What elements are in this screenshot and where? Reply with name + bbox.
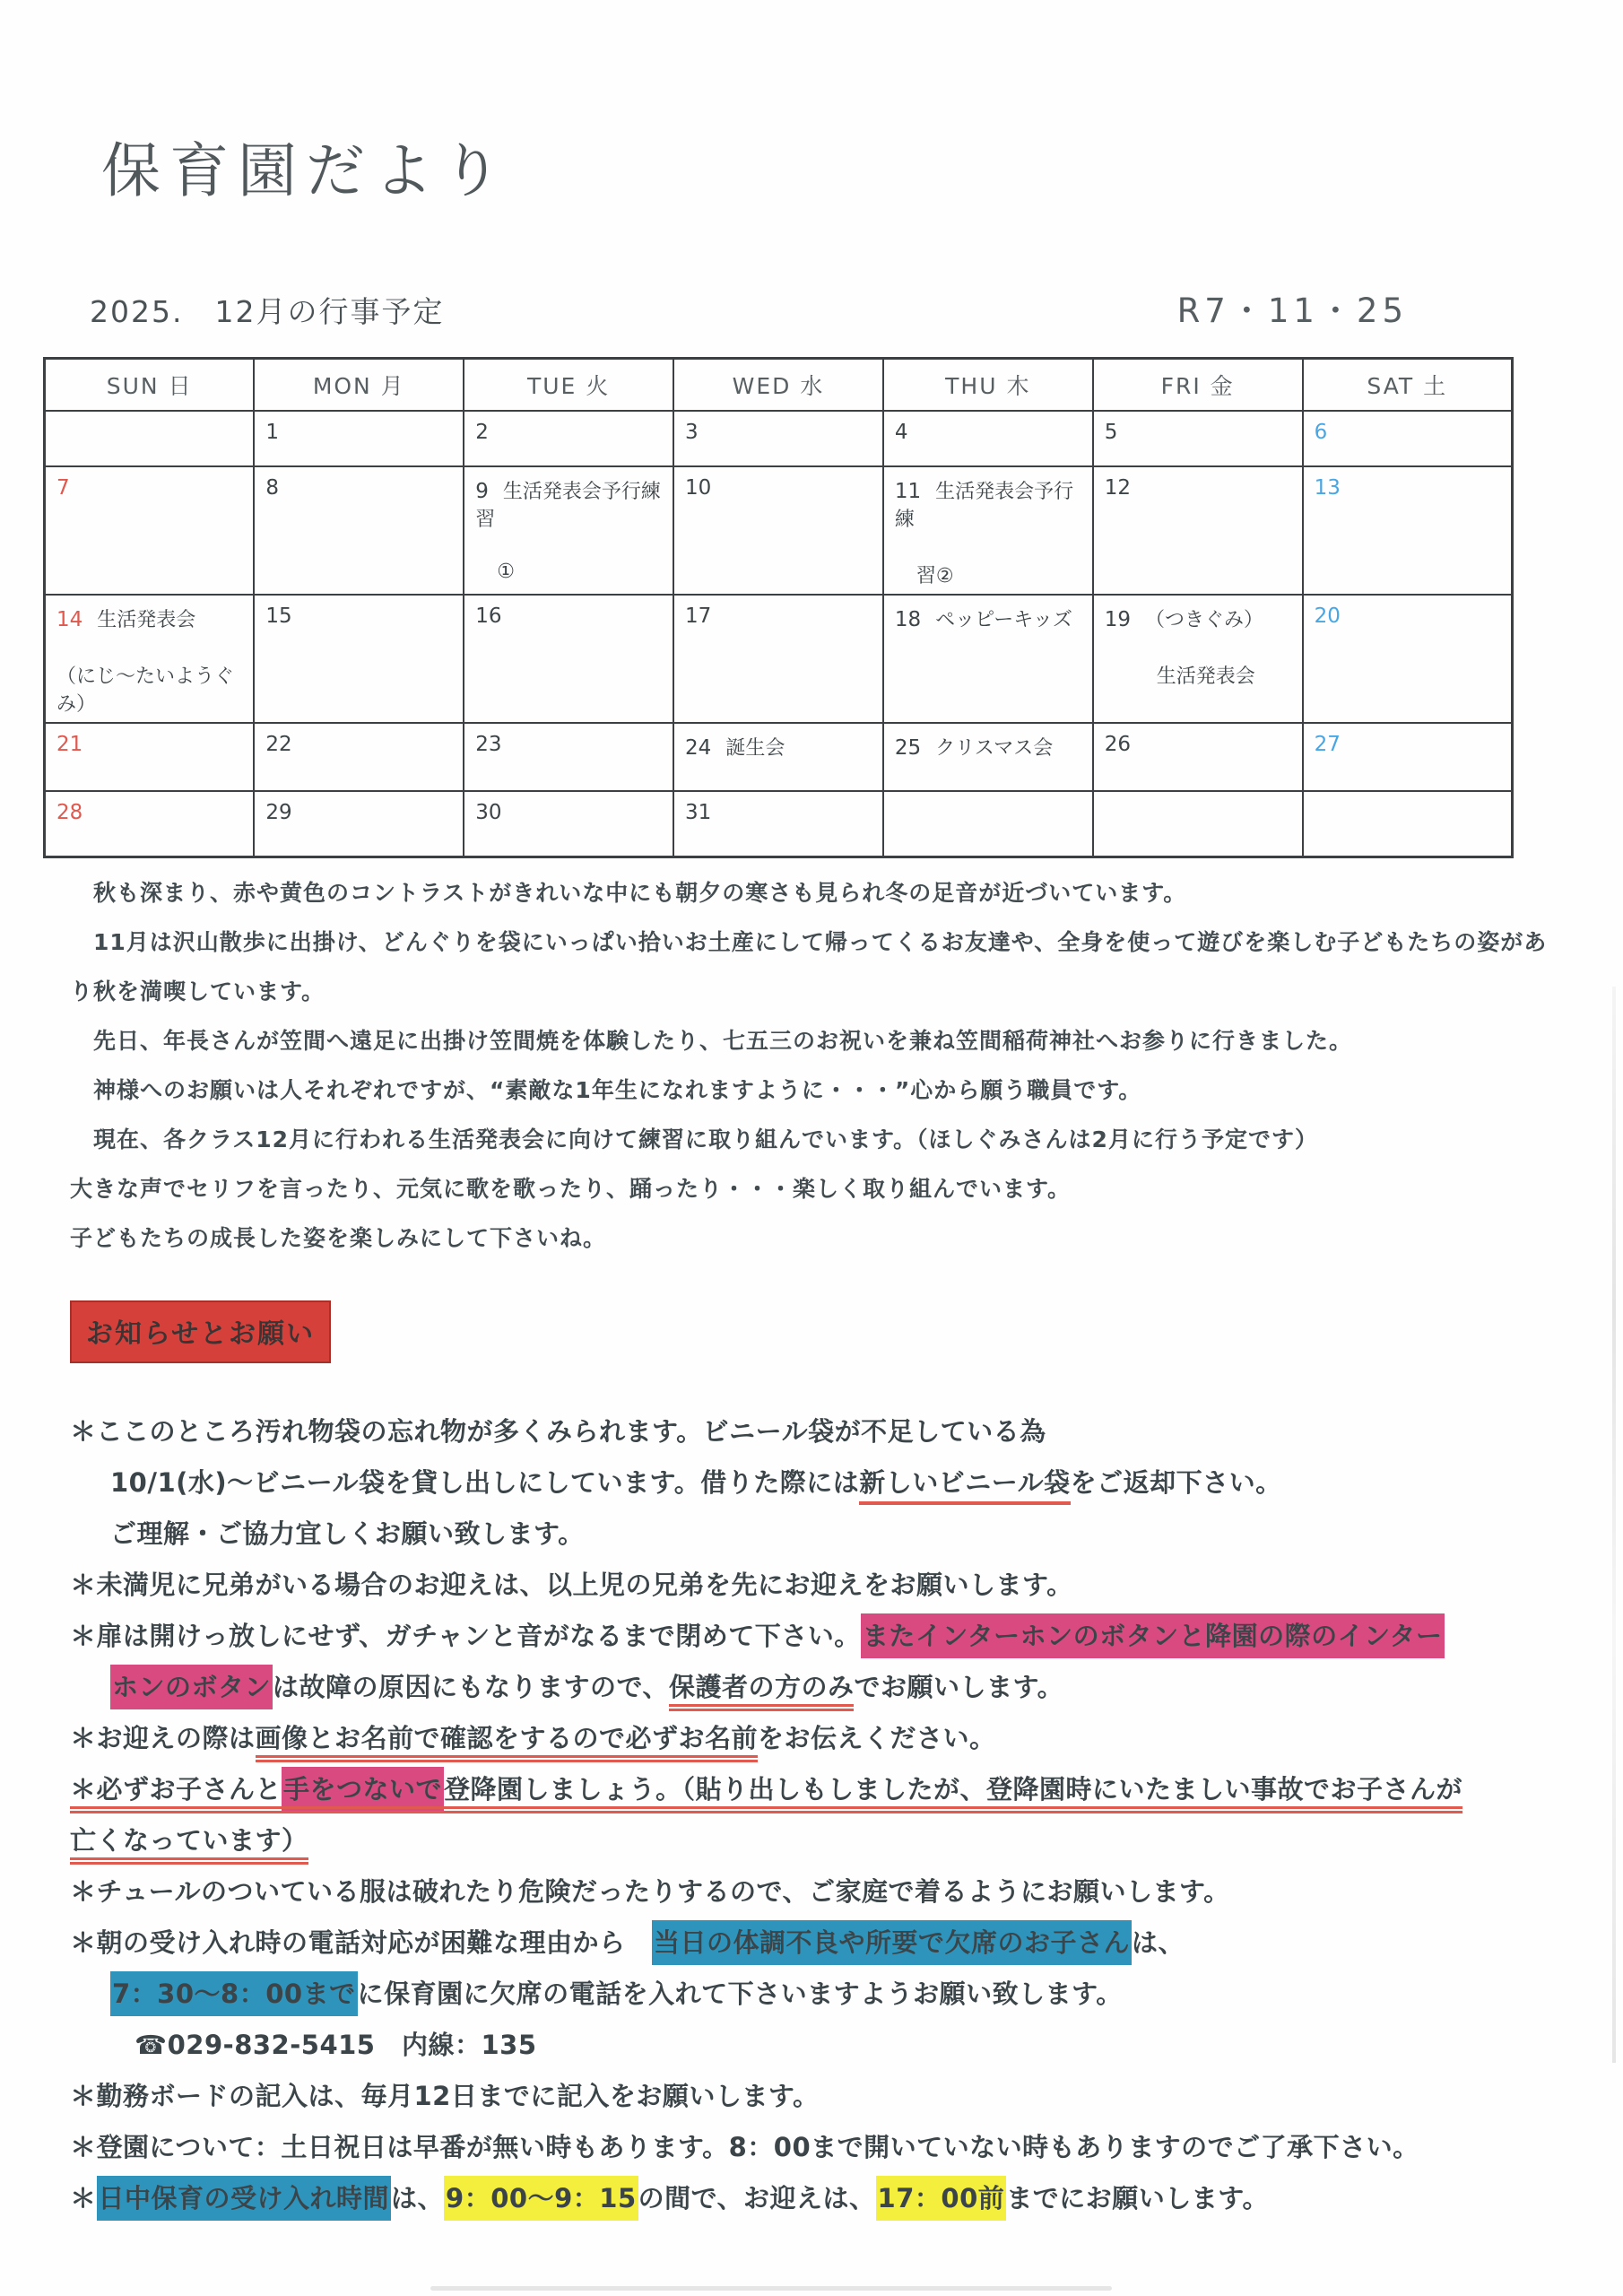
calendar-day-cell <box>45 466 255 595</box>
calendar-body <box>45 411 1513 857</box>
calendar-week-row <box>45 411 1513 466</box>
calendar-day-cell <box>1303 723 1513 791</box>
notice-segment: ご理解・ご協力宜しくお願い致します。 <box>110 1518 585 1549</box>
notice-segment: は故障の原因にもなりますので、 <box>273 1672 669 1702</box>
notice-segment: をお伝えください。 <box>758 1723 996 1753</box>
notice-line <box>70 1713 1599 1764</box>
day-number: 25 <box>894 735 922 760</box>
calendar-day-cell <box>883 466 1093 595</box>
calendar-weekday-header: FRI 金 <box>1093 359 1303 411</box>
notice-line <box>70 1918 1599 1969</box>
calendar-day-cell <box>883 595 1093 723</box>
schedule-heading: 2025. 12月の行事予定 <box>90 294 445 329</box>
calendar-day-cell <box>673 466 883 595</box>
day-number: 23 <box>475 732 502 756</box>
day-number: 19 <box>1104 607 1131 631</box>
calendar-event-label: 習② <box>916 564 954 587</box>
calendar-day-cell <box>464 723 673 791</box>
notice-segment: は、 <box>1132 1927 1185 1958</box>
calendar-day-cell <box>1093 411 1303 466</box>
scan-shadow-artifact <box>430 2286 1112 2291</box>
day-number: 2 <box>475 420 489 444</box>
calendar-day-cell <box>673 595 883 723</box>
day-number: 17 <box>685 604 712 628</box>
calendar-week-row <box>45 466 1513 595</box>
calendar-event-label: 生活発表会予行練習 <box>475 480 661 531</box>
calendar-day-cell <box>673 723 883 791</box>
day-number: 18 <box>894 607 922 631</box>
calendar-event-label: ① <box>497 560 515 583</box>
calendar-day-cell <box>254 791 464 857</box>
notice-segment: 10/1(水)～ビニール袋を貸し出しにしています。借りた際には <box>110 1467 860 1498</box>
calendar-day-cell <box>1093 466 1303 595</box>
calendar-day-cell <box>464 791 673 857</box>
day-number: 24 <box>685 735 712 760</box>
notice-line <box>70 1560 1599 1611</box>
notice-segment: ＊登園について：土日祝日は早番が無い時もあります。8：00まで開いていない時もありますのでご了承下さい。 <box>70 2132 1419 2162</box>
notice-segment: ＊お迎えの際は <box>70 1723 256 1753</box>
notice-segment: ＊チュールのついている服は破れたり危険だったりするので、ご家庭で着るようにお願いします。 <box>70 1876 1230 1907</box>
day-number: 14 <box>56 607 83 631</box>
notice-segment: をご返却下さい。 <box>1070 1467 1282 1498</box>
calendar-day-cell <box>254 411 464 466</box>
notice-segment-emphasized: ＊必ずお子さんと <box>70 1774 282 1813</box>
day-number: 7 <box>56 475 70 500</box>
calendar-weekday-header: WED 水 <box>673 359 883 411</box>
calendar-day-cell <box>464 411 673 466</box>
day-number: 26 <box>1104 732 1131 756</box>
calendar-day-cell <box>883 791 1093 857</box>
notice-segment: までにお願いします。 <box>1006 2183 1269 2213</box>
notice-segment-emphasized: 17：00前 <box>876 2176 1007 2221</box>
calendar-week-row <box>45 723 1513 791</box>
day-number: 15 <box>265 604 292 628</box>
calendar-weekday-header: SUN 日 <box>45 359 255 411</box>
notice-line <box>70 2020 1599 2071</box>
notice-line <box>70 1764 1599 1815</box>
day-number: 1 <box>265 420 279 444</box>
day-number: 12 <box>1104 475 1131 500</box>
notice-line <box>70 2122 1599 2173</box>
day-number: 29 <box>265 800 292 824</box>
notice-segment-emphasized: 手をつないで <box>282 1767 444 1813</box>
notice-line <box>70 1509 1599 1560</box>
calendar-weekday-header: THU 木 <box>883 359 1093 411</box>
day-number: 9 <box>475 479 489 503</box>
notice-segment-emphasized: またインターホンのボタンと降園の際のインター <box>861 1613 1445 1658</box>
day-number: 6 <box>1314 420 1328 444</box>
day-number: 21 <box>56 732 83 756</box>
notice-segment-emphasized: 9：00～9：15 <box>444 2176 638 2221</box>
notice-segment-emphasized: 亡くなっています） <box>70 1825 308 1865</box>
calendar-event-label: 生活発表会 <box>97 608 196 631</box>
notice-segment: ＊勤務ボードの記入は、毎月12日までに記入をお願いします。 <box>70 2081 820 2111</box>
calendar-table <box>43 357 1514 858</box>
notice-segment: ＊ <box>70 2183 97 2213</box>
calendar-event-label: 生活発表会 <box>1156 665 1255 688</box>
calendar-day-cell <box>45 411 255 466</box>
day-number: 4 <box>894 420 908 444</box>
calendar-event-label: 生活発表会予行練 <box>894 480 1074 531</box>
intro-paragraph: 現在、各クラス12月に行われる生活発表会に向けて練習に取り組んでいます。（ほしぐみさんは2月に行う予定です） <box>70 1126 1318 1152</box>
calendar-header-row <box>45 359 1513 411</box>
day-number: 28 <box>56 800 83 824</box>
calendar-weekday-header: SAT 土 <box>1303 359 1513 411</box>
day-number: 13 <box>1314 475 1341 500</box>
intro-section <box>70 868 1554 1263</box>
calendar-day-cell <box>1303 466 1513 595</box>
day-number: 10 <box>685 475 712 500</box>
calendar-day-cell <box>1093 723 1303 791</box>
notice-line <box>70 1866 1599 1918</box>
day-number: 11 <box>894 479 922 503</box>
calendar-event-label: （つきぐみ） <box>1145 608 1264 631</box>
calendar-day-cell <box>1093 791 1303 857</box>
calendar-day-cell <box>673 411 883 466</box>
day-number: 30 <box>475 800 502 824</box>
calendar-weekday-header: MON 月 <box>254 359 464 411</box>
intro-paragraph: 11月は沢山散歩に出掛け、どんぐりを袋にいっぱい拾いお土産にして帰ってくるお友達や、全身を使って遊びを楽しむ子どもたちの姿があり秋を満喫しています。 <box>70 929 1548 1004</box>
calendar-day-cell <box>1093 595 1303 723</box>
calendar-day-cell <box>45 723 255 791</box>
calendar-day-cell <box>254 466 464 595</box>
subheader-row <box>90 283 1408 332</box>
day-number: 5 <box>1104 420 1118 444</box>
notice-segment: に保育園に欠席の電話を入れて下さいますようお願い致します。 <box>357 1979 1123 2009</box>
notice-segment-emphasized: 新しいビニール袋 <box>859 1467 1070 1505</box>
calendar-event-label: （にじ～たいようぐみ） <box>56 665 235 716</box>
notice-line <box>70 1457 1599 1509</box>
notice-segment-emphasized: 画像とお名前で確認をするので必ずお名前 <box>256 1723 759 1762</box>
intro-paragraph: 子どもたちの成長した姿を楽しみにして下さいね。 <box>70 1225 607 1251</box>
calendar-event-label: 誕生会 <box>725 736 785 760</box>
notice-line <box>70 1611 1599 1662</box>
notice-segment-emphasized: 日中保育の受け入れ時間 <box>97 2176 392 2221</box>
calendar-day-cell <box>45 595 255 723</box>
day-number: 20 <box>1314 604 1341 628</box>
intro-paragraph: 神様へのお願いは人それぞれですが、“素敵な1年生になれますように・・・”心から願う職員です。 <box>70 1077 1142 1103</box>
issue-date: R7・11・25 <box>1176 291 1408 330</box>
page-title: 保育園だより <box>101 136 510 205</box>
calendar-week-row <box>45 595 1513 723</box>
calendar-day-cell <box>254 595 464 723</box>
notice-segment: は、 <box>391 2183 445 2213</box>
calendar-day-cell <box>1303 791 1513 857</box>
notice-line <box>70 1406 1599 1457</box>
day-number: 27 <box>1314 732 1341 756</box>
calendar-event-label: クリスマス会 <box>935 736 1054 760</box>
notice-segment: ☎029-832-5415 内線：135 <box>135 2030 537 2060</box>
notice-list <box>70 1406 1599 2224</box>
intro-paragraph: 秋も深まり、赤や黄色のコントラストがきれいな中にも朝夕の寒さも見られ冬の足音が近づいています。 <box>70 880 1187 906</box>
notice-line <box>70 2173 1599 2224</box>
day-number: 31 <box>685 800 712 824</box>
notice-segment-emphasized: 登降園しましょう。（貼り出しもしましたが、登降園時にいたましい事故でお子さんが <box>444 1774 1462 1813</box>
notice-segment: ＊扉は開けっ放しにせず、ガチャンと音がなるまで閉めて下さい。 <box>70 1621 861 1651</box>
calendar-event-label: ペッピーキッズ <box>935 608 1072 631</box>
calendar-day-cell <box>464 595 673 723</box>
intro-paragraph: 大きな声でセリフを言ったり、元気に歌を歌ったり、踊ったり・・・楽しく取り組んでいます。 <box>70 1176 1072 1202</box>
notice-segment-emphasized: 保護者の方のみ <box>669 1672 855 1711</box>
day-number: 22 <box>265 732 292 756</box>
calendar-day-cell <box>1303 411 1513 466</box>
calendar-weekday-header: TUE 火 <box>464 359 673 411</box>
notice-heading: お知らせとお願い <box>70 1300 331 1363</box>
scan-edge-artifact <box>1612 987 1616 2063</box>
notice-segment-emphasized: ホンのボタン <box>110 1665 273 1709</box>
notice-segment: の間で、お迎えは、 <box>638 2183 876 2213</box>
calendar-day-cell <box>673 791 883 857</box>
intro-paragraph: 先日、年長さんが笠間へ遠足に出掛け笠間焼を体験したり、七五三のお祝いを兼ね笠間稲荷神社へお参りに行きました。 <box>70 1028 1353 1054</box>
notice-segment-emphasized: 7：30～8：00まで <box>110 1971 358 2016</box>
notice-line <box>70 1815 1599 1866</box>
calendar-day-cell <box>45 791 255 857</box>
calendar-week-row <box>45 791 1513 857</box>
notice-segment: ＊ここのところ汚れ物袋の忘れ物が多くみられます。ビニール袋が不足している為 <box>70 1416 1046 1447</box>
notice-segment: でお願いします。 <box>854 1672 1064 1702</box>
notice-segment-emphasized: 当日の体調不良や所要で欠席のお子さん <box>652 1920 1132 1965</box>
calendar-day-cell <box>254 723 464 791</box>
notice-segment: ＊朝の受け入れ時の電話対応が困難な理由から <box>70 1927 653 1958</box>
calendar-day-cell <box>883 411 1093 466</box>
notice-line <box>70 2071 1599 2122</box>
notice-segment: ＊未満児に兄弟がいる場合のお迎えは、以上児の兄弟を先にお迎えをお願いします。 <box>70 1570 1073 1600</box>
calendar-day-cell <box>1303 595 1513 723</box>
calendar-day-cell <box>464 466 673 595</box>
notice-line <box>70 1969 1599 2020</box>
day-number: 16 <box>475 604 502 628</box>
day-number: 8 <box>265 475 279 500</box>
day-number: 3 <box>685 420 699 444</box>
notice-line <box>70 1662 1599 1713</box>
calendar-day-cell <box>883 723 1093 791</box>
